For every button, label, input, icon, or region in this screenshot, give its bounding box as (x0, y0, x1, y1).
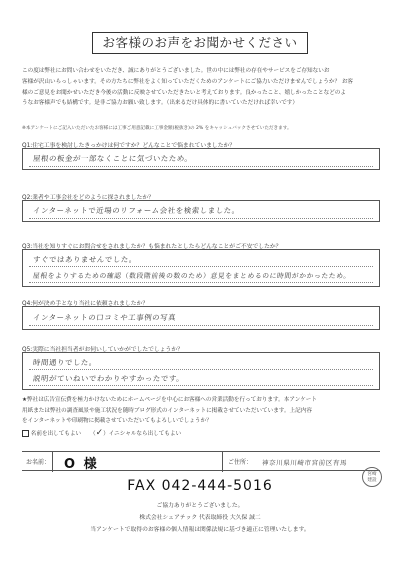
question-4: Q4:何が決め手となり当社に依頼されましたか？ (22, 301, 149, 307)
company-signature: 株式会社シェアテック 代表取締役 大久保 誠二 (139, 515, 261, 521)
initials-checkmark[interactable]: ✓ (95, 427, 104, 438)
customer-info-row (22, 451, 380, 471)
name-label: お名前： (26, 459, 51, 466)
cashback-note: ※本アンケートにご記入いただいたお客様には工事ご用意記載に工事金額(税抜き)の 2% をキャッシュバックさせていただきます。 (22, 126, 292, 131)
customer-name[interactable]: O 様 (64, 457, 99, 472)
answer-2-line-1: インターネットで近場のリフォーム会社を検索しました。 (32, 206, 241, 215)
answer-box-4 (22, 306, 380, 330)
answer-box-3 (22, 249, 380, 287)
answer-rule (29, 325, 373, 326)
fax-number: FAX 042-444-5016 (127, 478, 273, 494)
policy-line: 用紙または弊社の調査風景や施工状況を随時ブログ形式のインターネットに掲載させていただいています。上記内容 (22, 407, 312, 414)
consent-options (22, 428, 380, 440)
answer-5-line-2: 説明がていねいでわかりやすかったです。 (32, 374, 185, 383)
answer-1-line-1: 屋根の板金が一部なくことに気づいたため。 (32, 154, 194, 163)
policy-line: をインターネットや印刷物に掲載させていただいてもよろしいでしょうか？ (22, 418, 212, 424)
full-name-option-label: 名前を出してもよい (30, 430, 82, 437)
policy-line: ★弊社は広告宣伝費を極力かけないためにホームページを中心にお客様への営業活動を行っております。本アンケート (22, 397, 317, 403)
answer-box-5 (22, 352, 380, 390)
answer-rule (29, 369, 373, 370)
form-title: お客様のお声をお聞かせください (92, 32, 308, 54)
answer-rule (29, 385, 373, 386)
intro-line: うなお客様声でも結構です。是非ご協力お願い致します。（出来るだけ具体的に書いていただければ幸いです） (22, 100, 298, 107)
intro-line: この度は弊社にお問い合わせをいただき、誠にありがとうございました。世の中には弊社の存在やサービスをご存知ないお (22, 68, 330, 74)
question-3: Q3:当社を知りすぐにお問合せをされましたか？も悩まれたとしたらどんなことがご不安でしたか？ (22, 244, 282, 250)
publication-policy (22, 395, 380, 439)
initials-bracket-open: （ (90, 430, 96, 437)
answer-rule (29, 166, 373, 167)
question-2: Q2:業者や工事会社をどのように探されましたか？ (22, 195, 154, 201)
question-1: Q1:住宅工事を検討したきっかけは何ですか？どんなことで悩まれていましたか？ (22, 143, 236, 149)
address-label: ご住所： (228, 459, 253, 466)
answer-rule (29, 266, 373, 267)
intro-text (22, 66, 380, 109)
intro-line: 客様が沢山いらっしゃいます。その方たちに弊社をよく知っていただくためのアンケートにご協力いただけませんでしょうか？ お客 (22, 78, 354, 85)
intro-line: 様のご意見をお聞かせいただき今後の活動に反映させていただきたいと考えております。良かったこと、嬉しかったことなどのよ (22, 89, 346, 96)
row-divider (52, 452, 53, 472)
initials-option-label: ）イニシャルなら出してもよい (103, 430, 182, 437)
question-5: Q5:実際に当社担当者がお伺いしていかがでしたでしょうか？ (22, 347, 183, 353)
answer-rule (29, 218, 373, 219)
answer-3-line-1: すぐではありませんでした。 (32, 255, 138, 264)
row-divider (222, 452, 223, 472)
answer-4-line-1: インターネットの口コミや工事例の写真 (32, 313, 177, 322)
answer-box-1 (22, 148, 380, 170)
answer-box-2 (22, 200, 380, 222)
answer-3-line-2: 屋根をよりするための確認（数段階前後の数のため）意見をまとめるのに時間がかかったため。 (32, 272, 352, 280)
customer-address[interactable]: 神奈川県川崎市宮前区有馬 (261, 459, 348, 467)
company-seal: 宮崎 建設 (362, 467, 382, 487)
answer-5-line-1: 時間通りでした。 (32, 358, 98, 367)
thanks-text: ご協力ありがとうございました。 (156, 503, 244, 509)
privacy-notice: 当アンケートで取得のお客様の個人情報は関係法規に基づき適正に管理いたします。 (90, 527, 310, 533)
answer-rule (29, 282, 373, 283)
full-name-checkbox[interactable] (22, 430, 29, 437)
